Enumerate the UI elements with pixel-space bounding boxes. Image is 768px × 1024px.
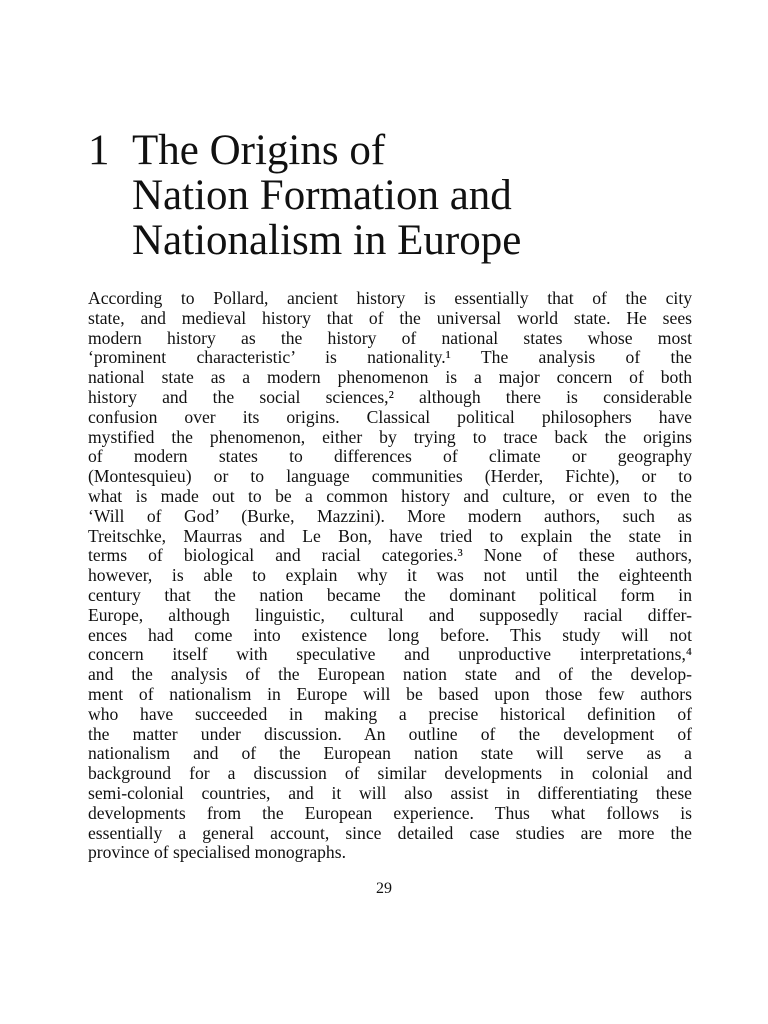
body-line: concern itself with speculative and unproductive interpretations,⁴: [88, 644, 692, 665]
body-line: ences had come into existence long before. This study will not: [88, 624, 692, 645]
body-line: terms of biological and racial categories.³ None of these authors,: [88, 545, 692, 566]
body-line: however, is able to explain why it was not until the eighteenth: [88, 565, 692, 586]
chapter-title-line: The Origins of: [132, 127, 386, 174]
body-line: Treitschke, Maurras and Le Bon, have tried to explain the state in: [88, 525, 692, 546]
chapter-title-line: Nation Formation and: [132, 172, 512, 219]
body-line: Europe, although linguistic, cultural and supposedly racial differ-: [88, 604, 692, 625]
chapter-title-line: Nationalism in Europe: [132, 217, 522, 264]
body-line: modern history as the history of national states whose most: [88, 327, 692, 348]
chapter-heading: [88, 128, 688, 263]
body-line: province of specialised monographs.: [88, 842, 346, 863]
body-line: what is made out to be a common history and culture, or even to the: [88, 485, 692, 506]
body-line: mystified the phenomenon, either by trying to trace back the origins: [88, 426, 692, 447]
chapter-title: [132, 128, 521, 263]
body-paragraph: [88, 289, 692, 863]
body-line: nationalism and of the European nation state will serve as a: [88, 743, 692, 764]
body-line: national state as a modern phenomenon is a major concern of both: [88, 367, 692, 388]
body-line: developments from the European experience. Thus what follows is: [88, 802, 692, 823]
body-line: confusion over its origins. Classical political philosophers have: [88, 406, 692, 427]
body-line: who have succeeded in making a precise historical definition of: [88, 703, 692, 724]
body-line: semi-colonial countries, and it will also assist in differentiating these: [88, 782, 692, 803]
body-line: According to Pollard, ancient history is essentially that of the city: [88, 288, 692, 308]
body-line: state, and medieval history that of the universal world state. He sees: [88, 307, 692, 328]
body-line: history and the social sciences,² although there is considerable: [88, 386, 692, 407]
body-line: ‘prominent characteristic’ is nationality.¹ The analysis of the: [88, 347, 692, 368]
body-line: (Montesquieu) or to language communities (Herder, Fichte), or to: [88, 466, 692, 487]
body-line: and the analysis of the European nation state and of the develop-: [88, 664, 692, 685]
body-line: ‘Will of God’ (Burke, Mazzini). More modern authors, such as: [88, 505, 692, 526]
body-line: background for a discussion of similar developments in colonial and: [88, 763, 692, 784]
body-line: of modern states to differences of climate or geography: [88, 446, 692, 467]
body-line: essentially a general account, since detailed case studies are more the: [88, 822, 692, 843]
body-line: century that the nation became the dominant political form in: [88, 584, 692, 605]
page-number: 29: [376, 880, 392, 897]
body-line: ment of nationalism in Europe will be based upon those few authors: [88, 683, 692, 704]
chapter-number: 1: [88, 127, 110, 174]
body-line: the matter under discussion. An outline of the development of: [88, 723, 692, 744]
